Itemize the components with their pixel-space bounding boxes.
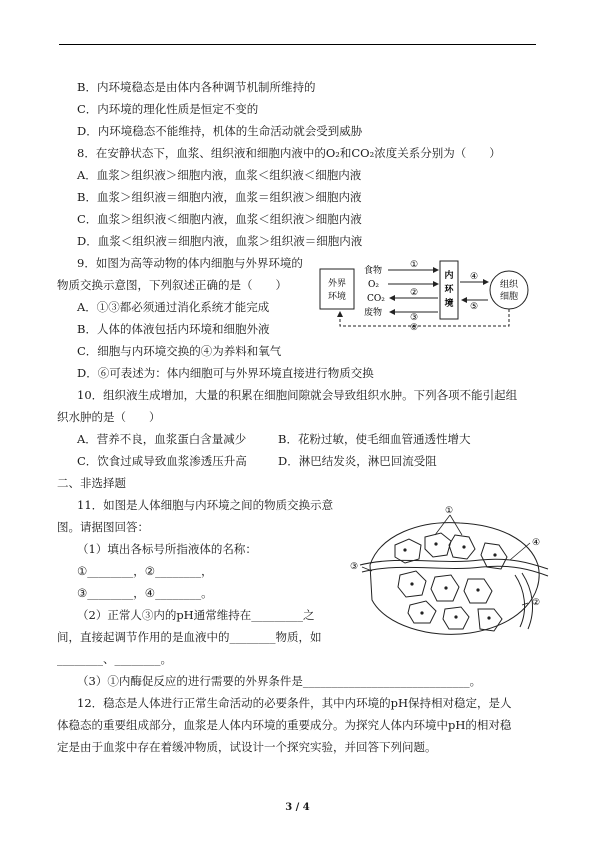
q10-stem-line2: 织水肿的是（ ）	[57, 410, 161, 424]
fig-label-1: ①	[445, 506, 454, 516]
q11-sub3: （3）①内酶促反应的进行需要的外界条件是_____________________________。	[77, 674, 482, 688]
input-food: 食物	[364, 266, 383, 276]
q9-option-b: B．人体的体液包括内环境和细胞外液	[77, 322, 270, 336]
q9-option-a: A．①③都必须通过消化系统才能完成	[77, 300, 270, 314]
q11-sub2-line2: 间，直接起调节作用的是血液中的________物质，如	[57, 630, 322, 644]
tissue-cell-label-2: 细胞	[499, 292, 519, 302]
q9-stem-line1: 9．如图为高等动物的体内细胞与外界环境的	[77, 256, 303, 270]
q11-sub2-line3: ________、________。	[57, 652, 172, 666]
arrow-num-3: ③	[410, 313, 419, 323]
outer-env-label-1: 外界	[327, 279, 347, 289]
arrow-num-2: ②	[410, 288, 419, 298]
section-title: 二、非选择题	[57, 476, 126, 490]
q12-line2: 体稳态的重要组成部分，血浆是人体内环境的重要成分。为探究人体内环境中pH的相对稳	[57, 718, 512, 732]
q9-option-c: C．细胞与内环境交换的④为养料和氧气	[77, 344, 282, 358]
q12-line3: 定是由于血浆中存在着缓冲物质，试设计一个探究实验，并回答下列问题。	[57, 740, 437, 754]
inner-env-char-1: 内	[444, 271, 454, 281]
q7-option-d: D．内环境稳态不能维持，机体的生命活动就会受到威胁	[77, 124, 363, 138]
arrow-num-1: ①	[410, 260, 419, 270]
outer-env-box	[320, 269, 354, 309]
q10-option-d: D．淋巴结发炎，淋巴回流受阻	[278, 454, 437, 468]
arrow-num-6: ⑥	[410, 323, 419, 332]
q10-stem-line1: 10．组织液生成增加，大量的积累在细胞间隙就会导致组织水肿。下列各项不能引起组	[77, 388, 518, 402]
inner-env-char-3: 境	[444, 299, 454, 309]
fig-label-3: ③	[350, 562, 359, 572]
q11-sub2-line1: （2）正常人③内的pH通常维持在_________之	[77, 608, 315, 622]
input-waste: 废物	[364, 308, 383, 318]
q11-blank-line2: ③________，④________。	[77, 586, 213, 600]
arrow-num-5: ⑤	[470, 302, 479, 312]
q8-option-c: C．血浆＞组织液＜细胞内液，血浆＜组织液＞细胞内液	[77, 212, 362, 226]
arrow-num-4: ④	[470, 272, 479, 282]
header-rule	[59, 44, 536, 45]
q10-option-c: C．饮食过咸导致血浆渗透压升高	[77, 454, 247, 468]
q8-option-a: A．血浆＞组织液＞细胞内液，血浆＜组织液＜细胞内液	[77, 168, 362, 182]
q11-sub1: （1）填出各标号所指液体的名称：	[77, 542, 257, 556]
q7-option-b: B．内环境稳态是由体内各种调节机制所维持的	[77, 80, 316, 94]
input-o2: O₂	[368, 280, 379, 290]
fig-label-2: ②	[532, 598, 541, 608]
inner-env-char-2: 环	[444, 285, 454, 295]
q9-option-d: D．⑥可表述为：体内细胞可与外界环境直接进行物质交换	[77, 366, 374, 380]
q10-option-b: B．花粉过敏，使毛细血管通透性增大	[278, 432, 471, 446]
page-number: 3 / 4	[285, 802, 310, 813]
q7-option-c: C．内环境的理化性质是恒定不变的	[77, 102, 259, 116]
q11-stem-line1: 11．如图是人体细胞与内环境之间的物质交换示意	[77, 498, 334, 512]
tissue-exchange-figure	[350, 505, 550, 645]
q11-blank-line1: ①________，②________，	[77, 564, 213, 578]
input-co2: CO₂	[367, 294, 385, 304]
tissue-cell-label-1: 组织	[499, 280, 519, 290]
tissue-cell-circle	[490, 271, 528, 309]
outer-env-label-2: 环境	[327, 292, 347, 302]
fig-label-4: ④	[532, 538, 541, 548]
exchange-diagram	[318, 256, 546, 332]
q10-option-a: A．营养不良，血浆蛋白含量减少	[77, 432, 247, 446]
q11-stem-line2: 图。请据图回答：	[57, 520, 149, 534]
q8-stem: 8．在安静状态下，血浆、组织液和细胞内液中的O₂和CO₂浓度关系分别为（ ）	[77, 146, 501, 160]
q12-line1: 12．稳态是人体进行正常生命活动的必要条件，其中内环境的pH保持相对稳定，是人	[77, 696, 512, 710]
q8-option-d: D．血浆＜组织液＝细胞内液，血浆＞组织液＝细胞内液	[77, 234, 363, 248]
q8-option-b: B．血浆＞组织液＝细胞内液，血浆＝组织液＞细胞内液	[77, 190, 362, 204]
q9-stem-line2: 物质交换示意图，下列叙述正确的是（ ）	[57, 278, 287, 292]
